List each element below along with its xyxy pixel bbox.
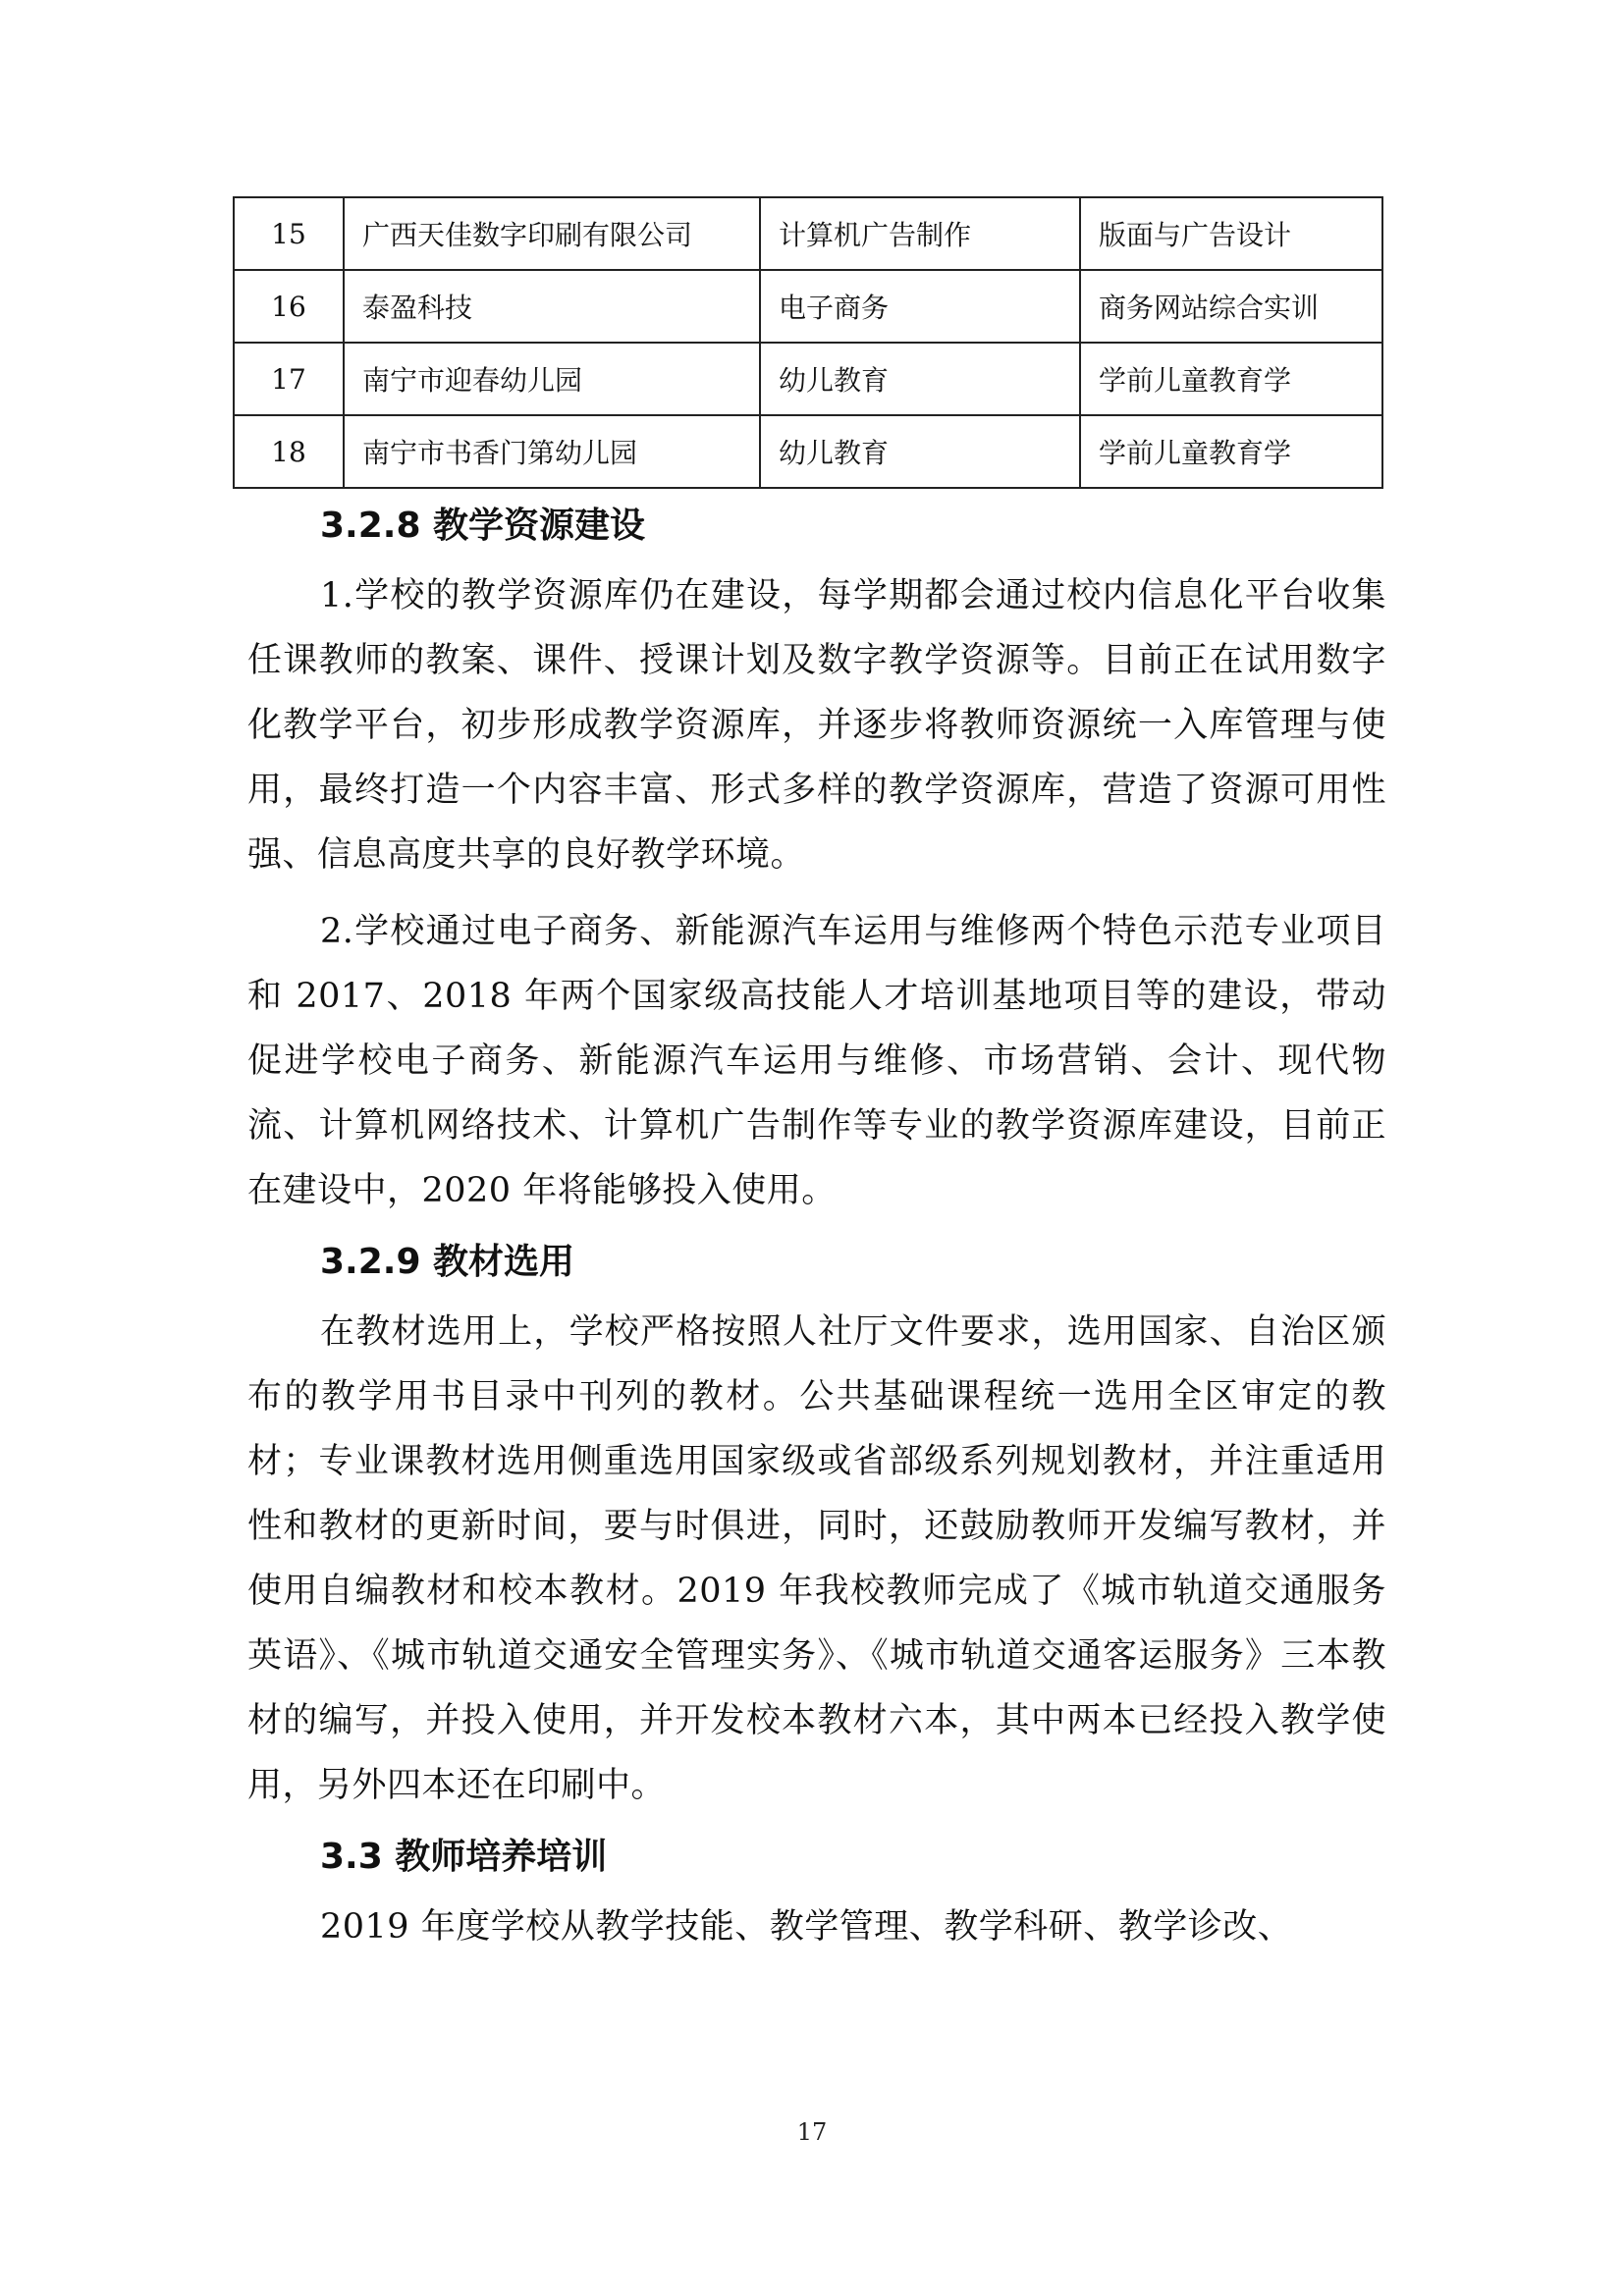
cell-course: 版面与广告设计 (1080, 197, 1382, 270)
cell-number: 16 (234, 270, 344, 343)
cell-number: 18 (234, 415, 344, 488)
cooperation-table (233, 196, 1383, 489)
cell-company: 广西天佳数字印刷有限公司 (344, 197, 760, 270)
cell-course: 学前儿童教育学 (1080, 343, 1382, 415)
document-body (247, 499, 1386, 1971)
section-heading: 3.3 教师培养培训 (320, 1837, 608, 1877)
cell-number: 17 (234, 343, 344, 415)
cell-course: 商务网站综合实训 (1080, 270, 1382, 343)
section-heading: 3.2.9 教材选用 (320, 1242, 575, 1282)
paragraph: 1.学校的教学资源库仍在建设，每学期都会通过校内信息化平台收集任课教师的教案、课件、授课计划及数字教学资源等。目前正在试用数字化教学平台，初步形成教学资源库，并逐步将教师资源统一入库管理与使用，最终打造一个内容丰富、形式多样的教学资源库，营造了资源可用性强、信息高度共享的良好教学环境。 (247, 576, 1386, 875)
paragraph: 2019 年度学校从教学技能、教学管理、教学科研、教学诊改、 (320, 1907, 1293, 1947)
table-row (234, 197, 1382, 270)
cell-major: 幼儿教育 (760, 343, 1080, 415)
page-number: 17 (796, 2118, 828, 2146)
cell-number: 15 (234, 197, 344, 270)
cell-major: 幼儿教育 (760, 415, 1080, 488)
cell-course: 学前儿童教育学 (1080, 415, 1382, 488)
cell-company: 泰盈科技 (344, 270, 760, 343)
table-row (234, 270, 1382, 343)
cell-company: 南宁市书香门第幼儿园 (344, 415, 760, 488)
table-row (234, 415, 1382, 488)
cell-major: 计算机广告制作 (760, 197, 1080, 270)
paragraph: 2.学校通过电子商务、新能源汽车运用与维修两个特色示范专业项目和 2017、2018 年两个国家级高技能人才培训基地项目等的建设，带动促进学校电子商务、新能源汽车运用与维修、市场营销、会计、现代物流、计算机网络技术、计算机广告制作等专业的教学资源库建设，目前正在建设中，2020 年将能够投入使用。 (247, 912, 1386, 1210)
table-row (234, 343, 1382, 415)
section-heading: 3.2.8 教学资源建设 (320, 506, 646, 546)
cell-company: 南宁市迎春幼儿园 (344, 343, 760, 415)
cell-major: 电子商务 (760, 270, 1080, 343)
paragraph: 在教材选用上，学校严格按照人社厅文件要求，选用国家、自治区颁布的教学用书目录中刊列的教材。公共基础课程统一选用全区审定的教材；专业课教材选用侧重选用国家级或省部级系列规划教材，并注重适用性和教材的更新时间，要与时俱进，同时，还鼓励教师开发编写教材，并使用自编教材和校本教材。2019 年我校教师完成了《城市轨道交通服务英语》、《城市轨道交通安全管理实务》、《城市轨道交通客运服务》三本教材的编写，并投入使用，并开发校本教材六本，其中两本已经投入教学使用，另外四本还在印刷中。 (247, 1312, 1386, 1805)
